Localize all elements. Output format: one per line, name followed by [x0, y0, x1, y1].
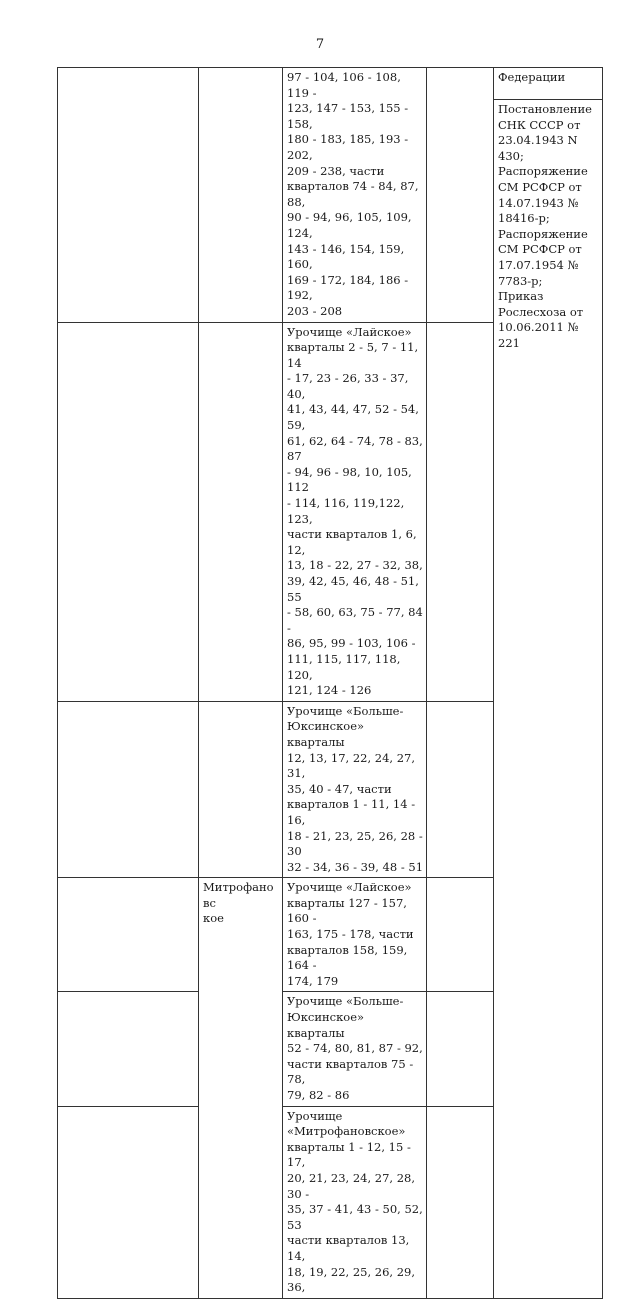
plots-cell: Урочище «Лайское» кварталы 127 - 157, 160 - 163, 175 - 178, части кварталов 158, 159, 164 - 174, 179 [283, 878, 427, 992]
area-cell [427, 322, 494, 701]
name-cell [58, 878, 199, 992]
table-row [58, 68, 603, 100]
forestry-cell [199, 68, 283, 323]
area-cell [427, 701, 494, 878]
name-cell [58, 992, 199, 1106]
forestry-cell: Митрофановс кое [199, 878, 283, 1298]
area-cell [427, 992, 494, 1106]
basis-cell: Постановление СНК СССР от 23.04.1943 N 430; Распоряжение СМ РСФСР от 14.07.1943 № 18416-р; Распоряжение СМ РСФСР от 17.07.1954 № 7783-р; Приказ Рослесхоза от 10.06.2011 № 221 [494, 100, 603, 1299]
name-cell [58, 322, 199, 701]
name-cell [58, 1106, 199, 1298]
area-cell [427, 68, 494, 323]
name-cell [58, 68, 199, 323]
area-cell [427, 1106, 494, 1298]
document-table [57, 67, 603, 1299]
plots-cell: Урочище «Лайское» кварталы 2 - 5, 7 - 11, 14 - 17, 23 - 26, 33 - 37, 40, 41, 43, 44, 47, 52 - 54, 59, 61, 62, 64 - 74, 78 - 83, 87 - 94, 96 - 98, 10, 105, 112 - 114, 116, 119,122, 123, части кварталов 1, 6, 12, 13, 18 - 22, 27 - 32, 38, 39, 42, 45, 46, 48 - 51, 55 - 58, 60, 63, 75 - 77, 84 - 86, 95, 99 - 103, 106 - 111, 115, 117, 118, 120, 121, 124 - 126 [283, 322, 427, 701]
forestry-cell [199, 701, 283, 878]
region-cell: Федерации [494, 68, 603, 100]
plots-cell: Урочище «Больше- Юксинское» кварталы 52 - 74, 80, 81, 87 - 92, части кварталов 75 - 78, 79, 82 - 86 [283, 992, 427, 1106]
name-cell [58, 701, 199, 878]
plots-cell: Урочище «Больше- Юксинское» кварталы 12, 13, 17, 22, 24, 27, 31, 35, 40 - 47, части кварталов 1 - 11, 14 - 16, 18 - 21, 23, 25, 26, 28 - 30 32 - 34, 36 - 39, 48 - 51 [283, 701, 427, 878]
forestry-cell [199, 322, 283, 701]
page-number: 7 [315, 37, 325, 52]
plots-cell: Урочище «Митрофановское» кварталы 1 - 12, 15 - 17, 20, 21, 23, 24, 27, 28, 30 - 35, 37 - 41, 43 - 50, 52, 53 части кварталов 13, 14, 18, 19, 22, 25, 26, 29, 36, [283, 1106, 427, 1298]
area-cell [427, 878, 494, 992]
plots-cell: 97 - 104, 106 - 108, 119 - 123, 147 - 153, 155 - 158, 180 - 183, 185, 193 - 202, 209 - 238, части кварталов 74 - 84, 87, 88, 90 - 94, 96, 105, 109, 124, 143 - 146, 154, 159, 160, 169 - 172, 184, 186 - 192, 203 - 208 [283, 68, 427, 323]
